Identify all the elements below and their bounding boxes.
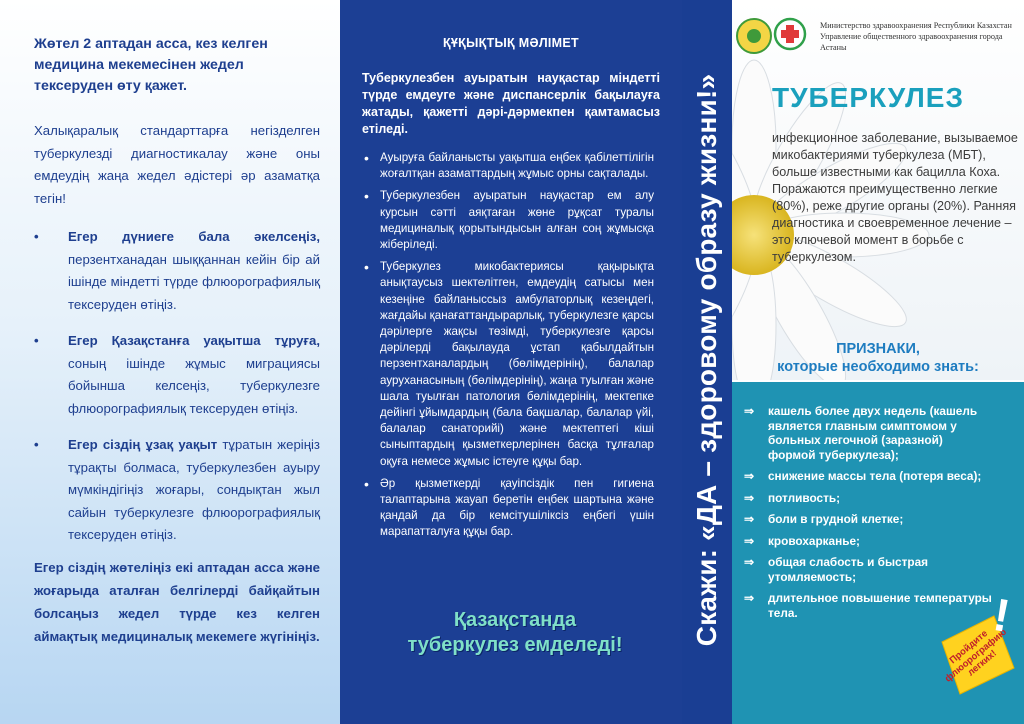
- symptoms-title: [732, 340, 1024, 376]
- panel-legal-info: [340, 0, 682, 724]
- bullet-bold: Егер дүниеге бала әкелсеңіз,: [68, 229, 320, 244]
- legal-lead: Туберкулезбен ауыратын науқастар міндетті түрде емдеуге және диспансерлік бақылауға жатады, қажетті дәрі-дәрмекпен қамтамасыз етіледі.: [362, 71, 660, 136]
- bullet-item: [34, 330, 320, 420]
- ministry-names: [820, 20, 1024, 53]
- arrow-icon: ⇒: [744, 490, 754, 505]
- symptom-text: кашель более двух недель (кашель является главным симптомом у больных легочной (заразной) формой туберкулеза);: [768, 404, 978, 462]
- exclamation-mark: !: [989, 588, 1014, 642]
- vertical-slogan: Скажи: «ДА – здоровому образу жизни!»: [691, 73, 722, 647]
- symptom-text: снижение массы тела (потеря веса);: [768, 469, 982, 483]
- arrow-icon: ⇒: [744, 591, 754, 605]
- list-item: [742, 534, 992, 549]
- panel-tuberculosis-cover: [732, 0, 1024, 724]
- panel-kazakh-info: [0, 0, 340, 724]
- list-item: [742, 491, 992, 506]
- intro-text: Халықаралық стандарттарға негізделген туберкулезді диагностикалау және оны емдеудің жаңа жедел әдістері әр азаматқа тегін!: [34, 123, 320, 206]
- tb-description: инфекционное заболевание, вызываемое микобактериями туберкулеза (МБТ), больше известными как бацилла Коха. Поражаются преимущественно легкие (80%), реже другие органы (20%). Ранняя диагностика и своевременное лечение – это ключевой момент в борьбе с туберкулезом.: [772, 131, 1018, 264]
- symptom-text: длительное повышение температуры тела.: [768, 591, 992, 620]
- symptoms-title-line: которые необходимо знать:: [777, 359, 979, 375]
- arrow-icon: ⇒: [744, 404, 754, 418]
- bullet-text: тұратын жеріңіз тұрақты болмаса, туберкулезбен ауыру мүмкіндігіңіз жоғары, сондықтан жыл сайын туберкулезге флюорографиялық тексеруден өтіңіз.: [68, 437, 320, 542]
- list-item: • Туберкулезбен ауыратын науқастар ем алу курсын сәтті аяқтаған жөне рұқсат туралы медициналық қорытындысын алған соң жұмысқа жіберіледі.: [362, 188, 654, 253]
- ministry-line: Управление общественного здравоохранения города Астаны: [820, 32, 1003, 52]
- bullet-dot: •: [34, 437, 39, 452]
- symptom-text: общая слабость и быстрая утомляемость;: [768, 555, 929, 584]
- bullet-bold: Егер сіздің ұзақ уақыт: [68, 437, 218, 452]
- symptom-text: потливость;: [768, 490, 841, 505]
- arrow-icon: ⇒: [744, 469, 754, 483]
- bullet-item: [34, 434, 320, 547]
- symptoms-title-line: ПРИЗНАКИ,: [836, 341, 920, 357]
- list-item: • Ауыруға байланысты уақытша еңбек қабілеттілігін жоғалтқан азаматтардың жұмыс орны сақталады.: [362, 150, 654, 182]
- list-item: [742, 404, 992, 462]
- bullet-text: перзентханадан шыққаннан кейін бір ай ішінде міндетті түрде флюорографиялық тексеруден өтіңіз.: [68, 251, 320, 312]
- list-item: [742, 555, 992, 584]
- symptoms-list: [742, 404, 992, 627]
- legal-title: ҚҰҚЫҚТЫҚ МӘЛІМЕТ: [443, 36, 579, 50]
- kazakh-slogan: Қазақстанда туберкулез емделеді!: [407, 609, 623, 656]
- panel-vertical-slogan: [682, 0, 732, 724]
- cough-heading: Жөтел 2 аптадан асса, кез келген медицина мекемесінен жедел тексеруден өту қажет.: [34, 36, 268, 94]
- list-item: [742, 469, 992, 484]
- arrow-icon: ⇒: [744, 533, 754, 548]
- bullet-dot: •: [34, 333, 39, 348]
- bullet-item: [34, 226, 320, 316]
- sticker-text: Пройдите флюорографию легких!: [942, 626, 1009, 685]
- list-item: • Әр қызметкерді қауіпсіздік пен гигиена талаптарына жауап беретін еңбек шартына және қандай да бір кемсітушіліксіз еңбегі үшін марапатталуға құқы бар.: [362, 476, 654, 541]
- legal-list: [362, 150, 654, 547]
- symptom-text: кровохарканье;: [768, 533, 860, 548]
- symptom-text: боли в грудной клетке;: [768, 512, 904, 526]
- tb-title: ТУБЕРКУЛЕЗ: [772, 82, 964, 113]
- list-item: • Туберкулез микобактериясы қақырықта анықтаусыз шектелітген, емдеудің сатысы мен кезеңіне байланыссыз амбулаторлық кезеңдегі, жағдайы қанағаттандырарлық, туберкулезге қарсы дәрілерге жақсы төзімді, туберкулезге қарсы дәрілерді бақылауда ұстап қабылдайтын перзентханалардың (бөлімдерінің), балалар ауруханасының (бөлімдерінің), жаңа туылған және шала туылған патология бөлімдерінің, мектепке дейінгі ұйымдардың (бала бақшалар, балалар үйі, балалар санаторийі) және мектептегі кіші сыныптардың қызметкерлерінен басқа тұлғалар оқуға немесе жұмыс істеуге құқы бар.: [362, 259, 654, 470]
- logos: [736, 14, 816, 58]
- footer-advice: Егер сіздің жөтеліңіз екі аптадан асса және жоғарыда аталған белгілерді байқайтын болсаңыз жедел түрде кез келген аймақтық медициналық мекемеге жүгініңіз.: [34, 560, 320, 644]
- bullet-bold: Егер Қазақстанға уақытша тұруға,: [68, 333, 320, 348]
- bullet-text: соның ішінде жұмыс миграциясы бойынша келсеңіз, туберкулезге флюорографиялық тексеруден өтіңіз.: [68, 355, 320, 416]
- ministry-line: Министерство здравоохранения Республики Казахстан: [820, 21, 1012, 30]
- bullet-dot: •: [34, 229, 39, 244]
- arrow-icon: ⇒: [744, 555, 754, 569]
- arrow-icon: ⇒: [744, 512, 754, 526]
- list-item: [742, 512, 992, 527]
